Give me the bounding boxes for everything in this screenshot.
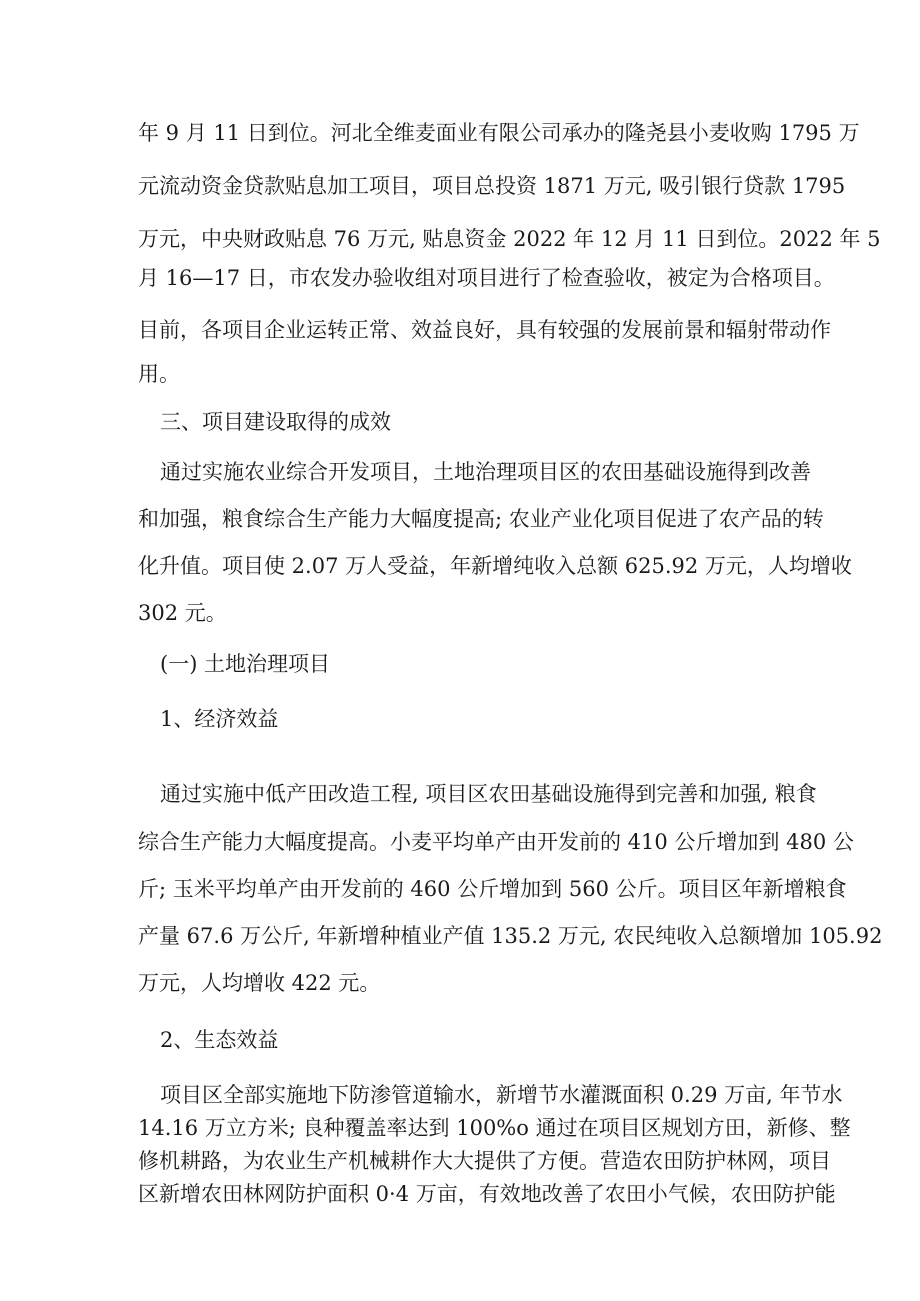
paragraph-1-line-4: 月 16—17 日，市农发办验收组对项目进行了检查验收，被定为合格项目。 xyxy=(138,266,835,290)
paragraph-3-line-3: 斤; 玉米平均单产由开发前的 460 公斤增加到 560 公斤。项目区年新增粮食 xyxy=(138,877,847,901)
paragraph-2-line-3: 化升值。项目使 2.07 万人受益，年新增纯收入总额 625.92 万元，人均增收 xyxy=(138,554,852,578)
paragraph-2-line-2: 和加强，粮食综合生产能力大幅度提高; 农业产业化项目促进了农产品的转 xyxy=(138,507,824,531)
paragraph-1-line-2: 元流动资金贷款贴息加工项目，项目总投资 1871 万元, 吸引银行贷款 1795 xyxy=(138,174,846,198)
subheading-economic-benefits: 1、经济效益 xyxy=(160,707,279,731)
paragraph-4-line-3: 修机耕路，为农业生产机械耕作大大提供了方便。营造农田防护林网，项目 xyxy=(138,1149,831,1173)
paragraph-4-line-2: 14.16 万立方米; 良种覆盖率达到 100%o 通过在项目区规划方田，新修、整 xyxy=(138,1116,851,1140)
paragraph-3-line-4: 产量 67.6 万公斤, 年新增种植业产值 135.2 万元, 农民纯收入总额增加 105.92 xyxy=(138,924,883,948)
paragraph-1-line-1: 年 9 月 11 日到位。河北全维麦面业有限公司承办的隆尧县小麦收购 1795 万 xyxy=(138,121,860,145)
section-heading: 三、项目建设取得的成效 xyxy=(160,410,391,434)
paragraph-4-line-1: 项目区全部实施地下防渗管道输水，新增节水灌溉面积 0.29 万亩, 年节水 xyxy=(160,1083,843,1107)
subheading-land-management: (一) 土地治理项目 xyxy=(160,652,331,676)
paragraph-2-line-1: 通过实施农业综合开发项目，土地治理项目区的农田基础设施得到改善 xyxy=(160,460,811,484)
paragraph-3-line-2: 综合生产能力大幅度提高。小麦平均单产由开发前的 410 公斤增加到 480 公 xyxy=(138,830,854,854)
subheading-ecological-benefits: 2、生态效益 xyxy=(160,1028,279,1052)
paragraph-1-line-6: 用。 xyxy=(138,362,180,386)
paragraph-4-line-4: 区新增农田林网防护面积 0·4 万亩，有效地改善了农田小气候，农田防护能 xyxy=(138,1182,836,1206)
paragraph-3-line-1: 通过实施中低产田改造工程, 项目区农田基础设施得到完善和加强, 粮食 xyxy=(160,782,817,806)
paragraph-1-line-5: 目前，各项目企业运转正常、效益良好，具有较强的发展前景和辐射带动作 xyxy=(138,318,831,342)
paragraph-3-line-5: 万元，人均增收 422 元。 xyxy=(138,971,381,995)
paragraph-1-line-3: 万元，中央财政贴息 76 万元, 贴息资金 2022 年 12 月 11 日到位。2022 年 5 xyxy=(138,227,881,251)
paragraph-2-line-4: 302 元。 xyxy=(138,601,227,625)
